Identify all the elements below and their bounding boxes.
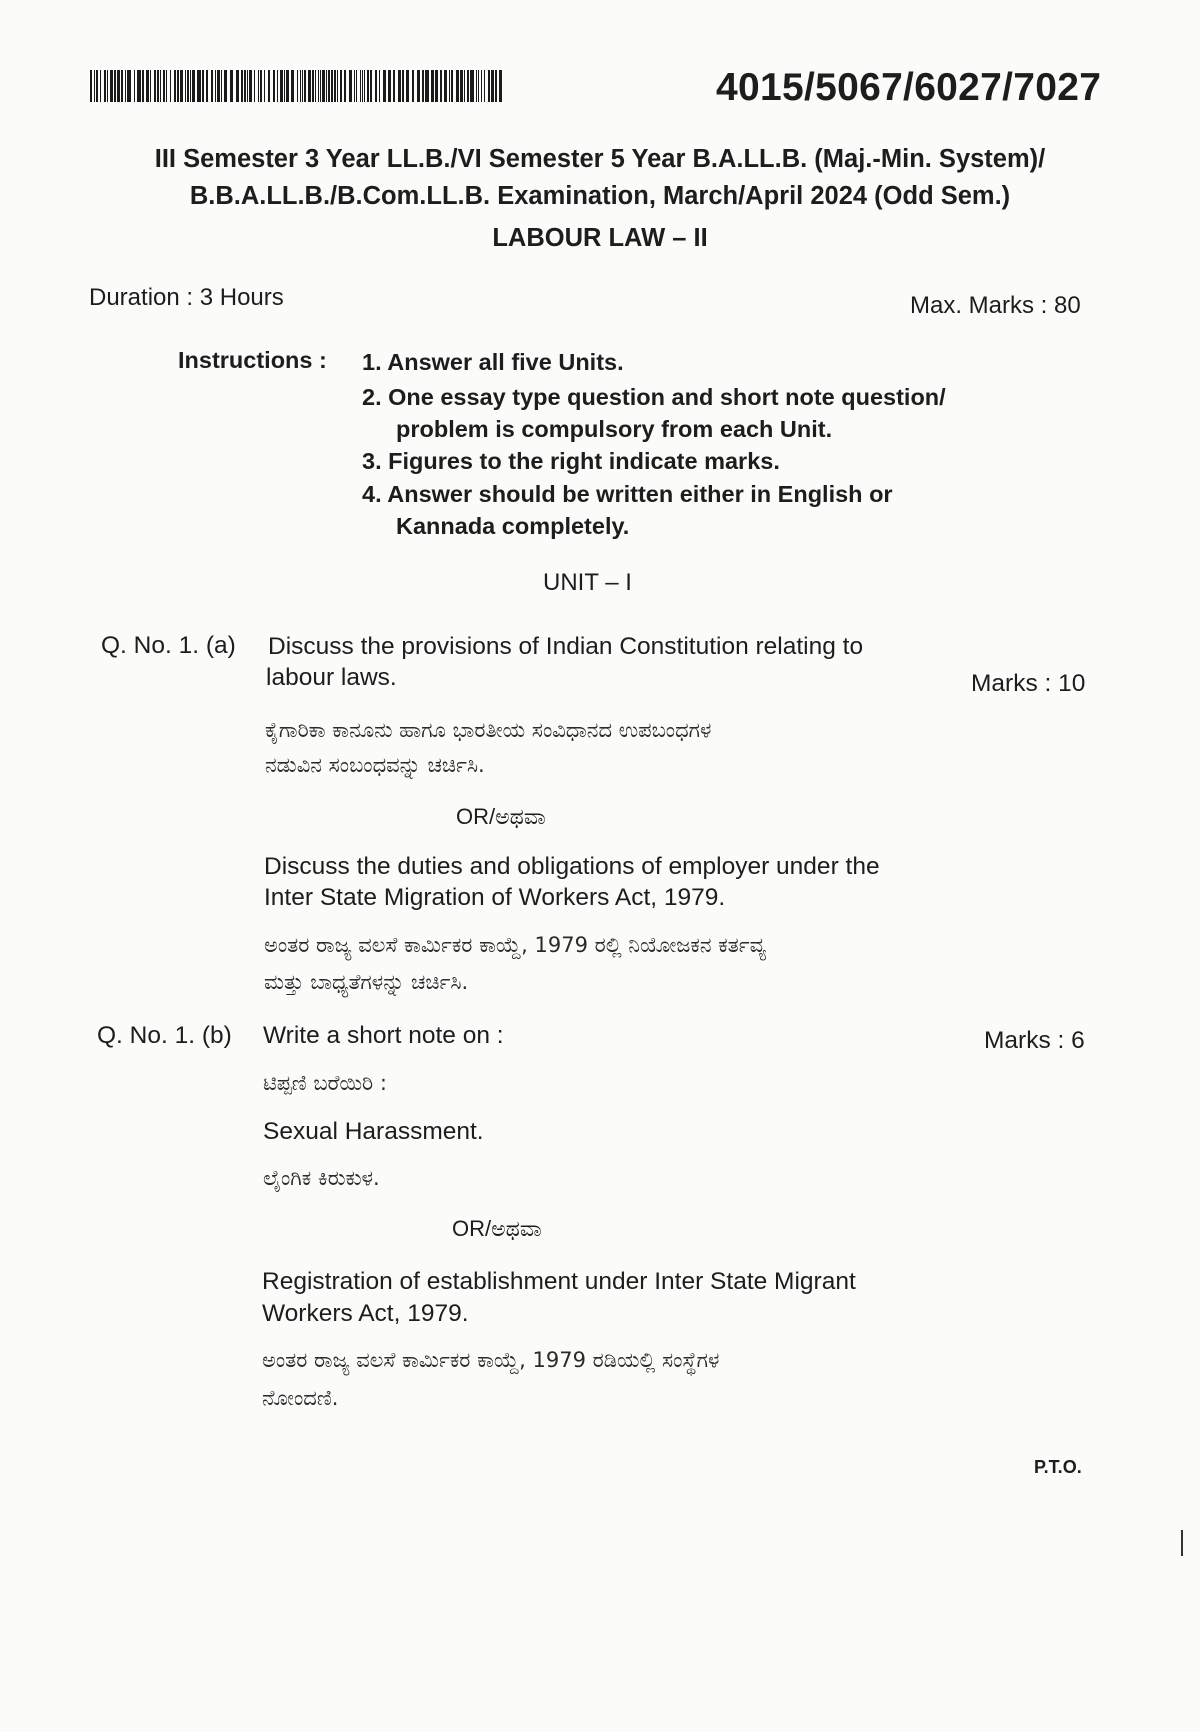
barcode-bar [264,70,265,102]
barcode-bar [379,70,380,102]
instruction-2-cont: problem is compulsory from each Unit. [396,416,833,442]
barcode [90,70,505,102]
q1b-alt-kannada-line-2: ನೋಂದಣಿ. [262,1386,339,1410]
barcode-bar [337,70,338,102]
barcode-bar [370,70,372,102]
barcode-bar [202,70,204,102]
barcode-bar [383,70,386,102]
barcode-bar [464,70,465,102]
barcode-bar [364,70,365,102]
barcode-bar [247,70,248,102]
q1b-text: Write a short note on : [263,1022,504,1049]
barcode-bar [174,70,176,102]
barcode-bar [491,70,494,102]
barcode-bar [308,70,311,102]
barcode-bar [224,70,227,102]
barcode-bar [322,70,325,102]
barcode-bar [170,70,171,102]
barcode-bar [244,70,246,102]
q1a-alt-line-2: Inter State Migration of Workers Act, 1979. [264,884,726,911]
barcode-bar [388,70,391,102]
instructions-label: Instructions : [178,347,327,373]
q1b-marks: Marks : 6 [984,1027,1085,1054]
exam-title-line-1: III Semester 3 Year LL.B./VI Semester 5 Year B.A.LL.B. (Maj.-Min. System)/ [154,145,1046,173]
barcode-bar [393,70,395,102]
barcode-bar [476,70,477,102]
barcode-bar [280,70,283,102]
barcode-bar [291,70,294,102]
barcode-bar [356,70,357,102]
q1a-text-line-1: Discuss the provisions of Indian Constitution relating to [268,633,864,660]
barcode-bar [134,70,135,102]
barcode-bar [435,70,438,102]
barcode-bar [154,70,156,102]
barcode-bar [150,70,151,102]
instruction-1: 1. Answer all five Units. [362,349,624,375]
barcode-bar [236,70,239,102]
max-marks: Max. Marks : 80 [910,292,1081,319]
barcode-bar [249,70,252,102]
q1a-label: Q. No. 1. (a) [101,632,236,659]
barcode-bar [104,70,106,102]
barcode-bar [484,70,485,102]
barcode-bar [412,70,414,102]
q1a-marks: Marks : 10 [971,670,1086,697]
instruction-3: 3. Figures to the right indicate marks. [362,448,780,474]
barcode-bar [495,70,497,102]
instruction-2: 2. One essay type question and short note question/ [362,384,946,410]
q1a-alt-kannada-line-2: ಮತ್ತು ಬಾಧ್ಯತೆಗಳನ್ನು ಚರ್ಚಿಸಿ. [264,970,469,994]
barcode-bar [114,70,116,102]
barcode-bar [406,70,409,102]
barcode-bar [137,70,141,102]
barcode-bar [215,70,216,102]
q1b-label: Q. No. 1. (b) [97,1022,232,1049]
barcode-bar [304,70,306,102]
instruction-4-cont: Kannada completely. [396,513,630,539]
barcode-bar [142,70,144,102]
barcode-bar [334,70,336,102]
barcode-bar [146,70,149,102]
barcode-bar [478,70,479,102]
barcode-bar [192,70,195,102]
q1a-kannada-line-1: ಕೈಗಾರಿಕಾ ಕಾನೂನು ಹಾಗೂ ಭಾರತೀಯ ಸಂವಿಧಾನದ ಉಪಬಂಧಗಳ [265,718,712,742]
barcode-bar [375,70,377,102]
barcode-bar [163,70,165,102]
barcode-bar [417,70,420,102]
q1b-alt-line-1: Registration of establishment under Inter State Migrant [262,1268,856,1295]
q1b-kannada-topic: ಲೈಂಗಿಕ ಕಿರುಕುಳ. [263,1166,380,1190]
barcode-bar [402,70,404,102]
q1a-alt-kannada-line-1: ಅಂತರ ರಾಜ್ಯ ವಲಸೆ ಕಾರ್ಮಿಕರ ಕಾಯ್ದೆ, 1979 ರಲ್ಲಿ ನಿಯೋಜಕನ ಕರ್ತವ್ಯ [264,933,767,957]
barcode-bar [197,70,201,102]
barcode-bar [206,70,208,102]
barcode-bar [110,70,113,102]
barcode-bar [362,70,363,102]
barcode-bar [185,70,186,102]
barcode-bar [100,70,101,102]
q1b-topic: Sexual Harassment. [263,1118,484,1145]
barcode-bar [273,70,275,102]
barcode-bar [488,70,490,102]
barcode-bar [180,70,183,102]
barcode-bar [190,70,191,102]
q1b-or-divider: OR/ಅಥವಾ [452,1216,542,1241]
exam-title-line-2: B.B.A.LL.B./B.Com.LL.B. Examination, March/April 2024 (Odd Sem.) [189,182,1011,210]
paper-code: 4015/5067/6027/7027 [716,66,1102,109]
barcode-bar [221,70,222,102]
q1b-alt-kannada-line-1: ಅಂತರ ರಾಜ್ಯ ವಲಸೆ ಕಾರ್ಮಿಕರ ಕಾಯ್ದೆ, 1979 ರಡಿಯಲ್ಲಿ ಸಂಸ್ಥೆಗಳ [262,1348,720,1372]
barcode-bar [360,70,361,102]
barcode-bar [125,70,126,102]
barcode-bar [241,70,243,102]
barcode-bar [431,70,434,102]
barcode-bar [326,70,327,102]
q1a-or-divider: OR/ಅಥವಾ [456,804,546,829]
barcode-bar [277,70,278,102]
barcode-bar [96,70,98,102]
barcode-bar [157,70,159,102]
barcode-bar [94,70,95,102]
q1a-alt-line-1: Discuss the duties and obligations of employer under the [264,853,880,880]
q1a-kannada-line-2: ನಡುವಿನ ಸಂಬಂಧವನ್ನು ಚರ್ಚಿಸಿ. [265,753,485,777]
barcode-bar [258,70,259,102]
barcode-bar [230,70,233,102]
barcode-bar [211,70,213,102]
barcode-bar [297,70,298,102]
barcode-bar [499,70,502,102]
barcode-bar [354,70,355,102]
barcode-bar [187,70,189,102]
barcode-bar [117,70,120,102]
margin-mark [1181,1530,1183,1556]
barcode-bar [177,70,179,102]
barcode-bar [107,70,108,102]
barcode-bar [328,70,330,102]
barcode-bar [302,70,303,102]
barcode-bar [422,70,424,102]
barcode-bar [460,70,463,102]
barcode-bar [260,70,262,102]
barcode-bar [160,70,161,102]
barcode-bar [456,70,459,102]
barcode-bar [315,70,316,102]
barcode-bar [340,70,342,102]
barcode-bar [300,70,301,102]
barcode-bar [425,70,429,102]
barcode-bar [318,70,319,102]
barcode-bar [349,70,352,102]
duration: Duration : 3 Hours [89,284,284,311]
barcode-bar [331,70,333,102]
barcode-bar [217,70,220,102]
barcode-bar [90,70,92,102]
barcode-bar [127,70,131,102]
q1b-alt-line-2: Workers Act, 1979. [262,1300,469,1327]
barcode-bar [398,70,401,102]
subject-title: LABOUR LAW – II [492,224,708,252]
barcode-bar [467,70,469,102]
barcode-bar [449,70,450,102]
barcode-bar [254,70,255,102]
barcode-bar [268,70,270,102]
barcode-bar [320,70,321,102]
instruction-4: 4. Answer should be written either in English or [362,481,893,507]
unit-title: UNIT – I [543,569,632,596]
barcode-bar [344,70,346,102]
barcode-bar [121,70,123,102]
barcode-bar [286,70,289,102]
barcode-bar [470,70,474,102]
barcode-bar [481,70,482,102]
barcode-bar [166,70,167,102]
barcode-bar [312,70,314,102]
q1a-text-line-2: labour laws. [266,664,397,691]
barcode-bar [284,70,285,102]
pto-label: P.T.O. [1034,1457,1082,1477]
barcode-bar [367,70,369,102]
barcode-bar [440,70,442,102]
barcode-bar [451,70,453,102]
q1b-kannada-prompt: ಟಿಪ್ಪಣಿ ಬರೆಯಿರಿ : [263,1071,387,1095]
barcode-bar [444,70,447,102]
